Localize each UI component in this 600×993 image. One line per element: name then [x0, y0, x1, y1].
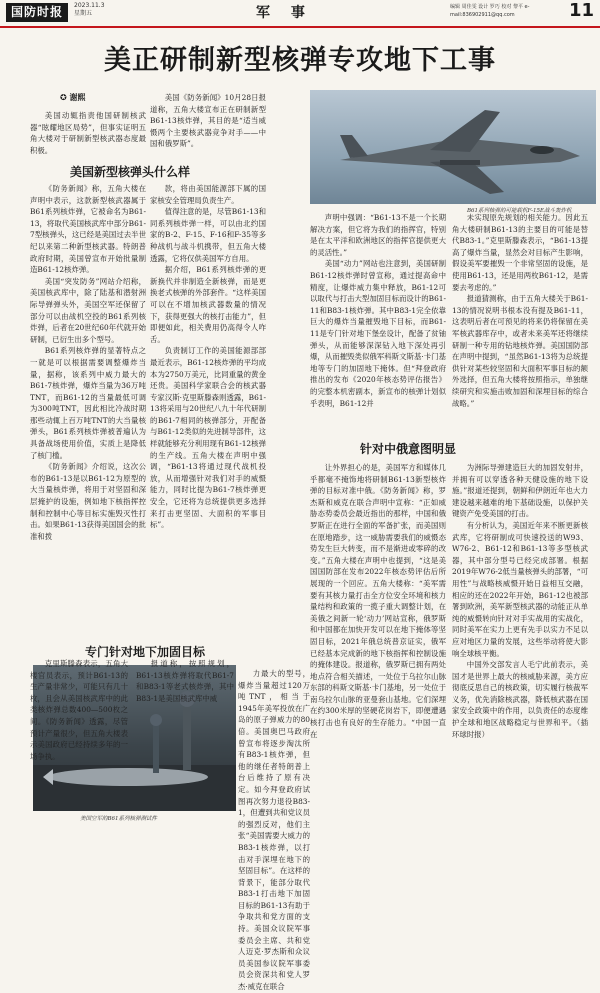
masthead: [0, 0, 600, 28]
column-3-body: [238, 668, 310, 992]
paragraph: 《防务新闻》介绍说，这次公布的B61-13是以B61-12为原型的大当量核炸弹，将用于对坚固和深层掩护的设施，例如地下核指挥控制和控制中心等目标实施毁灭性打击。如果B61-13获得美国国会的批准和拨: [30, 462, 146, 541]
paragraph: 力最大的型号，爆炸当量超过120万吨TNT，相当于1945年美军投放在广岛的原子弹威力的80倍。美国奥巴马政府曾宣布将逐步淘汰所有B83-1核炸弹，但他的继任者特朗普上台后维持了原有决定。如今拜登政府试图再次努力退役B83-1，但遭到共和党议员的强烈反对，他们主张“美国需要大威力的B83-1核炸弹，以打击对手深埋在地下的坚固目标”。在这样的背景下，能部分取代B83-1打击地下加固目标的B61-13有助于争取共和党方面的支持。美国众议院军事委员会主席、共和党人迈克·罗杰斯和众议员美国参议院军事委员会资深共和党人罗杰·威克在联合: [238, 669, 310, 992]
jet-caption: B61系列核弹的可能载机F-15E战斗轰炸机: [467, 208, 572, 214]
paragraph: 为洲际导弹建造巨大的加固发射井，并拥有可以穿透各种天健设施的地下设施。”报道还提到，朝鲜和伊朗近年也大力建设越来越难的地下基础设施，以保护关键资产免受美国的打击。: [452, 463, 588, 519]
paragraph: 未实现原先规划的相关能力。因此五角大楼研制B61-13的主要目的可能是替代B83-1。”克里斯滕森表示，“B61-13提高了爆炸当量，显然会对目标产生影响，假设美军要摧毁一个非常坚固的设施，是使用B61-13，还是用两枚B61-12，是需要去考虑的。”: [452, 213, 588, 292]
page-number: 11: [568, 0, 594, 21]
newspaper-logo: 国防时报: [6, 3, 68, 22]
column-2-intro: [150, 92, 266, 148]
paragraph: 美国“突发防务”网站介绍称，美国核武库中，除了陆基和潜射洲际导弹弹头外，美国空军还保留了部分可以由战机空投的B61系列核炸弹，后者在20世纪60年代就开始研制，已衍生出多个型号。: [30, 276, 146, 344]
column-4-lower: [310, 462, 446, 820]
paragraph: 美国“动力”网站也注意到，美国研制B61-12核炸弹时曾宣称，通过提高命中精度，让爆炸威力集中释放，B61-12可以取代与打击大型加固目标而设计的B61-11和B83-1核炸弹。其中B83-1完全依靠巨大的爆炸当量摧毁地下目标，而B61-11是专门针对地下堡垒设计，配备了贫铀弹头，从而能够深深钻入地下深处再引爆，从而摧毁类似俄军科斯文斯基·卡门基地等专门的加固地下掩体。但“拜登政府推出的发布《2020年核态势评估报告》的完整本机密副本，新宣布的核弹计划似乎表明，B61-12并: [310, 259, 446, 408]
paragraph: 美国动辄指责他国研制核武器“眩耀地区局势”，但事实证明五角大楼对于研制新型核武器态度最积极。: [30, 111, 146, 155]
paragraph: 值得注意的是，尽管B61-13和同系列核炸弹一样，可以由北约国家的B-2、F-15、F-16和F-35等多种战机与战斗机携带，但五角大楼透露，它将仅供美国军方自用。: [150, 207, 266, 263]
headline: 美正研制新型核弹专攻地下工事: [104, 45, 496, 76]
paragraph: 款，将由美国能源部下属的国家核安全管理局负责生产。: [150, 184, 266, 205]
paragraph: 报道称，按照规划，B61-13核炸弹将取代B61-7和B83-1等老式核炸弹，其中B83-1是美国核武库中威: [136, 659, 234, 703]
paragraph: B61系列核炸弹的显著特点之一就是可以根据需要调整爆炸当量，据称，该系列中威力最大的B61-7核炸弹，爆炸当量为36万吨TNT，而B61-12的当量最低可调为300吨TNT，因此相比冷战时期那些动辄上百万吨TNT的大当量核弹头，B61系列核炸弹被普遍认为具备战场使用价值，实质上是降低了核门槛。: [30, 346, 146, 460]
paragraph: 负责制订工作的美国能源部部最近表示，B61-12核炸弹的平均成本为2750万美元，比同重量的黄金还贵。美国科学家联合会的核武器专家汉斯·克里斯滕森则透露，B61-13将采用与20世纪八九十年代研制的B61-7相同的核弹部分，开配备与B61-12类似的先进制导部件，这样就能够充分利用现有B61-12核弹的生产线。五角大楼在声明中强调，“B61-13将通过现代战机投放，从而增强针对我们对手的威慑能力，同时比提为B61-7核炸弹更安全，它还将为总统提供更多选择来打击更坚固、大面积的军事目标”。: [150, 346, 266, 530]
paragraph: 《防务新闻》称，五角大楼在声明中表示，这款新型核武器属于B61系列核炸弹，它被命名为B61-13，将取代美国核武库中部分B61-7型核弹头，这已经是美国过去半世纪以来第二种新型核武器。特朗普政府时期，美国曾宣布开始批量制造B61-12核炸弹。: [30, 184, 146, 275]
paragraph: 克里斯滕森表示，五角大楼官员表示，预计B61-13的生产量非常少，可能只有几十枚，且会从美国核武库中的此类核炸弹总数400—500枚之间。《防务新闻》透露，尽管预计产量很少，但五角大楼表示美国政府已经持续多年的一场争执。: [30, 659, 128, 761]
jet-photo: [310, 90, 596, 204]
issue-date: 2023.11.3 星期五: [74, 2, 105, 17]
section-2-visible-paragraph-left: [30, 658, 128, 761]
paragraph: 让外界担心的是，美国军方和媒体几乎都毫不掩饰地将研制B61-13新型核炸弹的目标对准中俄。《防务新闻》称，罗杰斯和威克在联合声明中宣称：“正如威胁态势委员会最近指出的那样，中国和俄罗斯正在进行全面的军备扩张，而美国则在原地踏步，这一威胁需要我们的威慑态势发生巨大转变，而不是渐进或零碎的改变。”五角大楼在声明中也提到，“这是美国国防部在发布2022年核态势评估后所展现的一个回应。五角大楼称：“美军需要有其核力量打击全方位安全环境和核力量结构和政策的一揽子重大调整计划，在美俄之间新一轮‘动力’网站宣称，俄罗斯和中国都在加快开发可以在地下掩体等坚固目标，2021年俄总统普京证实，俄军已经基本完成新的地下核指挥和控制设施的掩体建设。报道称，俄罗斯已拥有两处地点符合相关描述，一处位于乌拉尔山脉东部的科斯文斯基·卡门基地，另一处位于南乌拉尔山脉的亚曼套山基地。它们深埋在约300米厚的坚硬花岗岩下，即便遭遇核打击也有良好的生存能力。“中国一直在: [310, 463, 446, 739]
column-5-body: [452, 212, 588, 428]
subheading-1: 美国新型核弹头什么样: [70, 165, 191, 179]
paragraph: 中国外交部发言人毛宁此前表示，美国才是世界上最大的核威胁来源，美方应彻底反思自己的核政策，切实履行核裁军义务，优先消除核武器，降低核武器在国家安全政策中的作用，以负责任的态度维护全球和地区战略稳定与世界和平。（插环球时报）: [452, 660, 588, 739]
byline: ✪ 谢熙: [60, 93, 86, 102]
column-5-lower: [452, 462, 588, 820]
jet-illustration: [310, 90, 596, 204]
paragraph: 报道猜测称，由于五角大楼关于B61-13的情况说明书根本没有提及B61-11，这表明后者在可预见的将来仍将保留在美军核武器库存中，或者未来美军还将继续研制一种专用的钻地核炸弹。美国国防部在声明中提到，“虽然B61-13将为总统提供针对某些较坚固和大面积军事目标的额外选择，但五角大楼将按照指示，单独继续研究和实施击败加固和深埋目标的综合战略。”: [452, 294, 588, 408]
subheading-3: 针对中俄意图明显: [360, 442, 457, 456]
paragraph: 声明中强调：“B61-13不是一个长期解决方案，但它将为我们的指挥官，特别是在太平洋和欧洲地区的指挥官提供更大的灵活性。”: [310, 213, 446, 257]
column-1-body: [30, 183, 146, 613]
column-2-body: [150, 183, 266, 613]
paragraph: 有分析认为，美国近年来不断更新核武库，它将研制成可快速投送的W93、W76-2、B61-12和B61-13等多型核武器，其中部分型号已经完成部署。根据2019年W76-2低当量核弹头的部署，“可用性”与战略核威慑开始日益相互交融，相应的还在2022年开始，B61-12也被部署到欧洲，美军新型核武器的动能正从单纯的威慑转向针对对手实战用的实战化，同时美军在实力上更有先手以实力不足以应对地区力量的发展，这些举动将使大影响全球核平衡。: [452, 520, 588, 658]
section-2-visible-paragraph-right: [136, 658, 234, 703]
subheading-2: 专门针对地下加固目标: [85, 645, 206, 659]
staff-credits: 编辑 周佳雯 设计 罗巧 校对 黎平 e-mail:836902911@qq.com: [450, 4, 530, 18]
paragraph: 美国《防务新闻》10月28日报道称，五角大楼宣布正在研制新型B61-13核炸弹，其目的是“适当威慑两个主要核武器竞争对手——中国和俄罗斯”。: [150, 93, 266, 149]
column-4-body: [310, 212, 446, 428]
section-title: 军 事: [256, 5, 313, 21]
column-1-intro: [30, 110, 146, 155]
paragraph: 据介绍，B61系列核炸弹的更新换代并非制造全新核弹，而是更换老式核弹的外部套件。“这样美国可以在不增加核武器数量的情况下，获得更强大的核打击能力”，但即便如此，相关费用仍高得令人咋舌。: [150, 265, 266, 344]
missile-caption: 美国空军的B61系列核弹测试件: [80, 816, 158, 822]
